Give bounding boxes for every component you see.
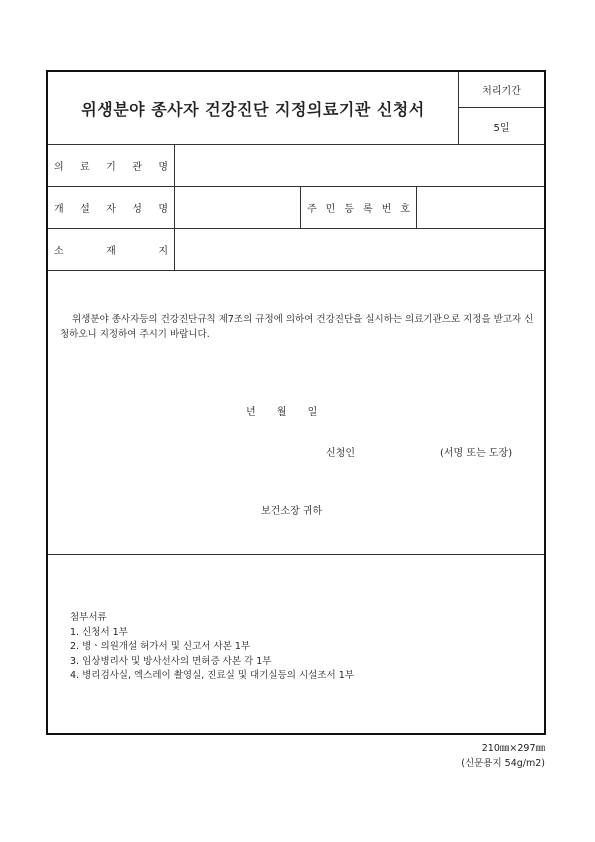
attachment-item: 3. 임상병리사 및 방사선사의 면허증 사본 각 1부 (70, 655, 272, 667)
processing-period-label: 처리기간 (459, 72, 544, 108)
attachments-section (70, 611, 354, 684)
attachment-item: 2. 병ㆍ의원개설 허가서 및 신고서 사본 1부 (70, 641, 251, 652)
application-statement: 위생분야 종사자등의 건강진단규칙 제7조의 규정에 의하여 건강진단을 실시하는 의료기관으로 지정을 받고자 신청하오니 지정하여 주시기 바랍니다. (60, 314, 534, 340)
application-date: 년 월 일 (246, 407, 318, 418)
institution-name-field[interactable] (174, 145, 544, 186)
founder-row (48, 187, 544, 229)
location-label: 소 재 지 (54, 246, 168, 257)
founder-name-label: 개 설 자 성 명 (54, 204, 168, 215)
processing-period-box (458, 72, 544, 144)
addressee: 보건소장 귀하 (261, 506, 323, 517)
location-field[interactable] (174, 229, 544, 270)
paper-size: 210㎜×297㎜ (481, 743, 545, 754)
institution-name-row (48, 145, 544, 187)
attachments-title: 첨부서류 (70, 612, 107, 623)
header-row (48, 72, 544, 145)
attachment-item: 4. 병리검사실, 엑스레이 촬영실, 진료실 및 대기실등의 시설조서 1부 (70, 670, 354, 681)
founder-name-field[interactable] (174, 187, 300, 228)
institution-name-label: 의 료 기 관 명 (54, 162, 168, 173)
resident-number-field[interactable] (416, 187, 544, 228)
location-row (48, 229, 544, 271)
application-form (46, 70, 546, 735)
attachment-item: 1. 신청서 1부 (70, 626, 128, 638)
processing-period-value: 5일 (493, 122, 510, 134)
applicant-label: 신청인 (326, 448, 355, 459)
form-title: 위생분야 종사자 건강진단 지정의료기관 신청서 (81, 99, 425, 119)
paper-type: (신문용지 54g/m2) (461, 758, 545, 769)
signature-label: (서명 또는 도장) (440, 448, 513, 459)
resident-number-label: 주 민 등 록 번 호 (300, 187, 416, 228)
section-divider (48, 285, 544, 555)
